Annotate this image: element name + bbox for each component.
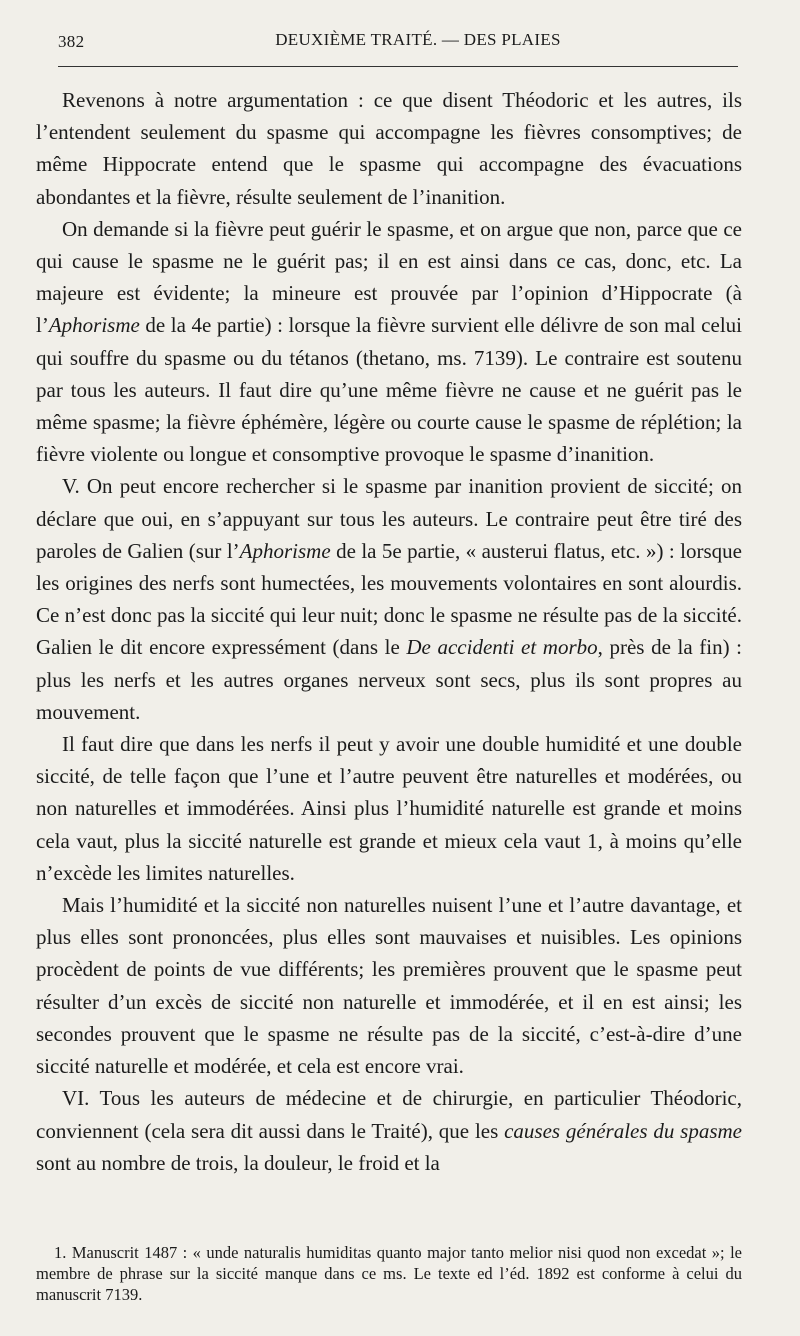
paragraph [36,470,742,728]
paragraph-text: On demande si la fièvre peut guérir le spasme, et on argue que non, parce que ce qui cause le spasme ne le guérit pas; il en est ainsi dans ce cas, donc, etc. La majeure est évidente; la mineure est prouvée par l’opinion d’Hippocrate (à l’ [36,216,742,338]
paragraph-text: VI. Tous les auteurs de médecine et de chirurgie, en particulier Théodoric, conviennent (cela sera dit aussi dans le Traité), que les [36,1086,742,1143]
body-text [36,84,742,1179]
paragraph [36,889,742,1082]
paragraph-text: , près de la fin) : plus les nerfs et les autres organes nerveux sont secs, plus ils sont propres au mouvement. [36,635,743,724]
italic-text: Aphorisme [48,313,140,338]
italic-text: causes générales du spasme [504,1118,742,1143]
italic-text: De accidenti et morbo [406,635,598,660]
paragraph [36,1082,742,1179]
paragraph-text: de la 4e partie) : lorsque la fièvre survient elle délivre de son mal celui qui souffre du spasme ou du tétanos (thetano, ms. 7139). Le contraire est soutenu par tous les auteurs. Il faut dire qu’une même fièvre ne cause et ne guérit pas le même spasme; la fièvre éphémère, légère ou courte cause le spasme de réplétion; la fièvre violente ou longue et consomptive provoque le spasme d’inanition. [36,313,742,467]
page-number: 382 [58,32,85,51]
running-head: DEUXIÈME TRAITÉ. — DES PLAIES [275,30,561,49]
page-header [58,24,738,64]
paragraph-text: V. On peut encore rechercher si le spasme par inanition provient de siccité; on déclare que oui, en s’appuyant sur tous les auteurs. Le contraire peut être tiré des paroles de Galien (sur l’ [36,474,742,563]
paragraph-text: Revenons à notre argumentation : ce que disent Théodoric et les autres, ils l’entendent seulement du spasme qui accompagne les fièvres consomptives; de même Hippocrate entend que le spasme qui accompagne des évacuations abondantes et la fièvre, résulte seulement de l’inanition. [36,88,742,209]
paragraph-text: de la 5e partie, « austerui flatus, etc. ») : lorsque les origines des nerfs sont humectées, les mouvements volontaires en sont alourdis. Ce n’est donc pas la siccité qui leur nuit; donc le spasme ne résulte pas de la siccité. Galien le dit encore expressément (dans le [36,538,742,660]
paragraph [36,728,742,889]
footnotes [36,1242,742,1305]
italic-text: Aphorisme [239,538,331,563]
header-rule [58,66,738,67]
paragraph-text: sont au nombre de trois, la douleur, le froid et la [36,1150,440,1175]
paragraph-text: Mais l’humidité et la siccité non naturelles nuisent l’une et l’autre davantage, et plus elles sont prononcées, plus elles sont mauvaises et nuisibles. Les opinions procèdent de points de vue différents; les premières prouvent que le spasme peut résulter d’un excès de siccité non naturelle et immodérée, et il en est ainsi; les secondes prouvent que le spasme ne résulte pas de la siccité, c’est-à-dire d’une siccité naturelle et modérée, et cela est encore vrai. [36,893,742,1079]
paragraph-text: Il faut dire que dans les nerfs il peut y avoir une double humidité et une double siccité, de telle façon que l’une et l’autre peuvent être naturelles et modérées, ou non naturelles et immodérées. Ainsi plus l’humidité naturelle est grande et moins cela vaut, plus la siccité naturelle est grande et mieux cela vaut 1, à moins qu’elle n’excède les limites naturelles. [36,732,742,885]
paragraph [36,84,742,213]
footnote: 1. Manuscrit 1487 : « unde naturalis humiditas quanto major tanto melior nisi quod non excedat »; le membre de phrase sur la siccité manque dans ce ms. Le texte ed l’éd. 1892 est conforme à celui du manuscrit 7139. [36,1243,742,1304]
paragraph [36,213,742,471]
